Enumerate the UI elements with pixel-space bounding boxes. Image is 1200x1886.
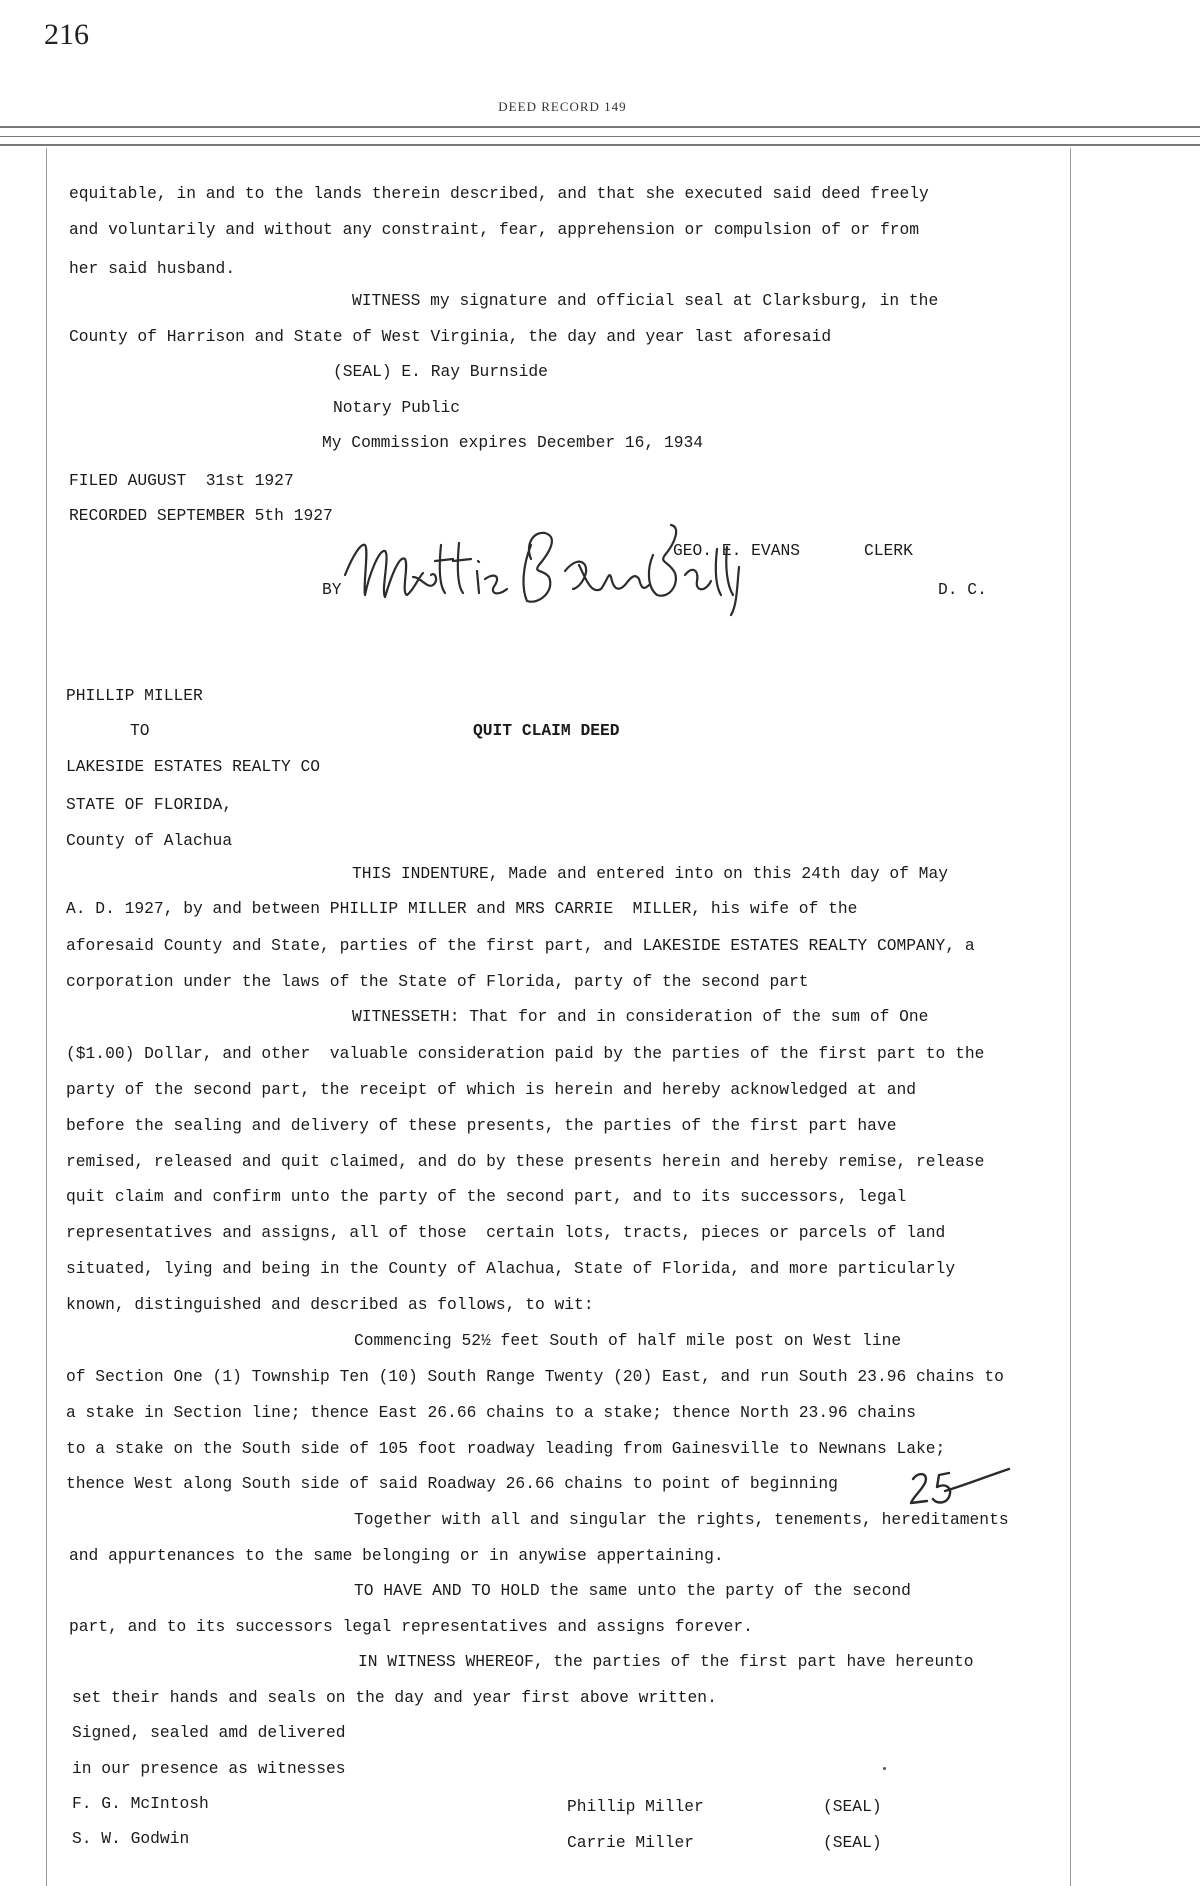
body-line: situated, lying and being in the County of Alachua, State of Florida, and more particularly <box>66 1259 956 1278</box>
body-line: remised, released and quit claimed, and do by these presents herein and hereby remise, release <box>66 1152 985 1171</box>
body-line: part, and to its successors legal representatives and assigns forever. <box>69 1617 753 1636</box>
legal-description-line: Commencing 52½ feet South of half mile post on West line <box>354 1331 902 1350</box>
grantee-name: LAKESIDE ESTATES REALTY CO <box>66 757 321 776</box>
deputy-clerk-label: D. C. <box>938 580 987 599</box>
seal-label: (SEAL) <box>823 1797 882 1816</box>
body-line: equitable, in and to the lands therein described, and that she executed said deed freely <box>69 184 929 203</box>
deed-type: QUIT CLAIM DEED <box>473 721 620 740</box>
body-line: before the sealing and delivery of these presents, the parties of the first part have <box>66 1116 897 1135</box>
body-line: representatives and assigns, all of those certain lots, tracts, pieces or parcels of land <box>66 1223 946 1242</box>
commission-expiry: My Commission expires December 16, 1934 <box>322 433 704 452</box>
body-line: WITNESS my signature and official seal at Clarksburg, in the <box>352 291 939 310</box>
county-line: County of Alachua <box>66 831 233 850</box>
clerk-name: GEO. E. EVANS <box>673 541 801 560</box>
body-line: her said husband. <box>69 259 236 278</box>
state-line: STATE OF FLORIDA, <box>66 795 233 814</box>
grantor-name: PHILLIP MILLER <box>66 686 203 705</box>
filed-date: FILED AUGUST 31st 1927 <box>69 471 294 490</box>
body-line: set their hands and seals on the day and year first above written. <box>72 1688 717 1707</box>
clerk-title: CLERK <box>864 541 913 560</box>
witness-name: F. G. McIntosh <box>72 1794 209 1813</box>
seal-label: (SEAL) <box>823 1833 882 1852</box>
signer-name: Carrie Miller <box>567 1833 695 1852</box>
handwritten-margin-mark <box>905 1465 1035 1509</box>
by-label: BY <box>322 580 342 599</box>
notary-seal-line: (SEAL) E. Ray Burnside <box>333 362 548 381</box>
body-line: quit claim and confirm unto the party of the second part, and to its successors, legal <box>66 1187 907 1206</box>
handwritten-signature <box>335 515 775 620</box>
body-line: TO HAVE AND TO HOLD the same unto the party of the second <box>354 1581 911 1600</box>
header-rule-middle <box>0 136 1200 137</box>
legal-description-line: thence West along South side of said Roadway 26.66 chains to point of beginning <box>66 1474 838 1493</box>
body-line: WITNESSETH: That for and in consideration of the sum of One <box>352 1007 929 1026</box>
legal-description-line: a stake in Section line; thence East 26.66 chains to a stake; thence North 23.96 chains <box>66 1403 917 1422</box>
body-line: in our presence as witnesses <box>72 1759 346 1778</box>
body-line: A. D. 1927, by and between PHILLIP MILLER and MRS CARRIE MILLER, his wife of the <box>66 899 858 918</box>
body-line: and appurtenances to the same belonging or in anywise appertaining. <box>69 1546 724 1565</box>
header-rule-top <box>0 126 1200 128</box>
recorded-date: RECORDED SEPTEMBER 5th 1927 <box>69 506 333 525</box>
signer-name: Phillip Miller <box>567 1797 704 1816</box>
left-margin-line <box>46 148 47 1886</box>
body-line: aforesaid County and State, parties of the first part, and LAKESIDE ESTATES REALTY COMPANY, a <box>66 936 975 955</box>
notary-title: Notary Public <box>333 398 461 417</box>
body-line: Together with all and singular the rights, tenements, hereditaments <box>354 1510 1009 1529</box>
body-line: corporation under the laws of the State of Florida, party of the second part <box>66 972 809 991</box>
body-line: IN WITNESS WHEREOF, the parties of the first part have hereunto <box>358 1652 974 1671</box>
body-line: and voluntarily and without any constraint, fear, apprehension or compulsion of or from <box>69 220 920 239</box>
record-title: DEED RECORD 149 <box>498 99 627 114</box>
header-rule-bottom <box>0 144 1200 146</box>
right-margin-line <box>1070 148 1071 1886</box>
body-line: party of the second part, the receipt of which is herein and hereby acknowledged at and <box>66 1080 917 1099</box>
legal-description-line: of Section One (1) Township Ten (10) South Range Twenty (20) East, and run South 23.96 chains to <box>66 1367 1004 1386</box>
ink-dot <box>883 1767 886 1770</box>
page-number: 216 <box>44 18 89 51</box>
witness-name: S. W. Godwin <box>72 1829 190 1848</box>
body-line: County of Harrison and State of West Virginia, the day and year last aforesaid <box>69 327 832 346</box>
body-line: known, distinguished and described as follows, to wit: <box>66 1295 594 1314</box>
to-label: TO <box>130 721 150 740</box>
body-line: Signed, sealed amd delivered <box>72 1723 346 1742</box>
legal-description-line: to a stake on the South side of 105 foot roadway leading from Gainesville to Newnans Lake; <box>66 1439 946 1458</box>
body-line: THIS INDENTURE, Made and entered into on this 24th day of May <box>352 864 948 883</box>
body-line: ($1.00) Dollar, and other valuable consideration paid by the parties of the first part to the <box>66 1044 985 1063</box>
